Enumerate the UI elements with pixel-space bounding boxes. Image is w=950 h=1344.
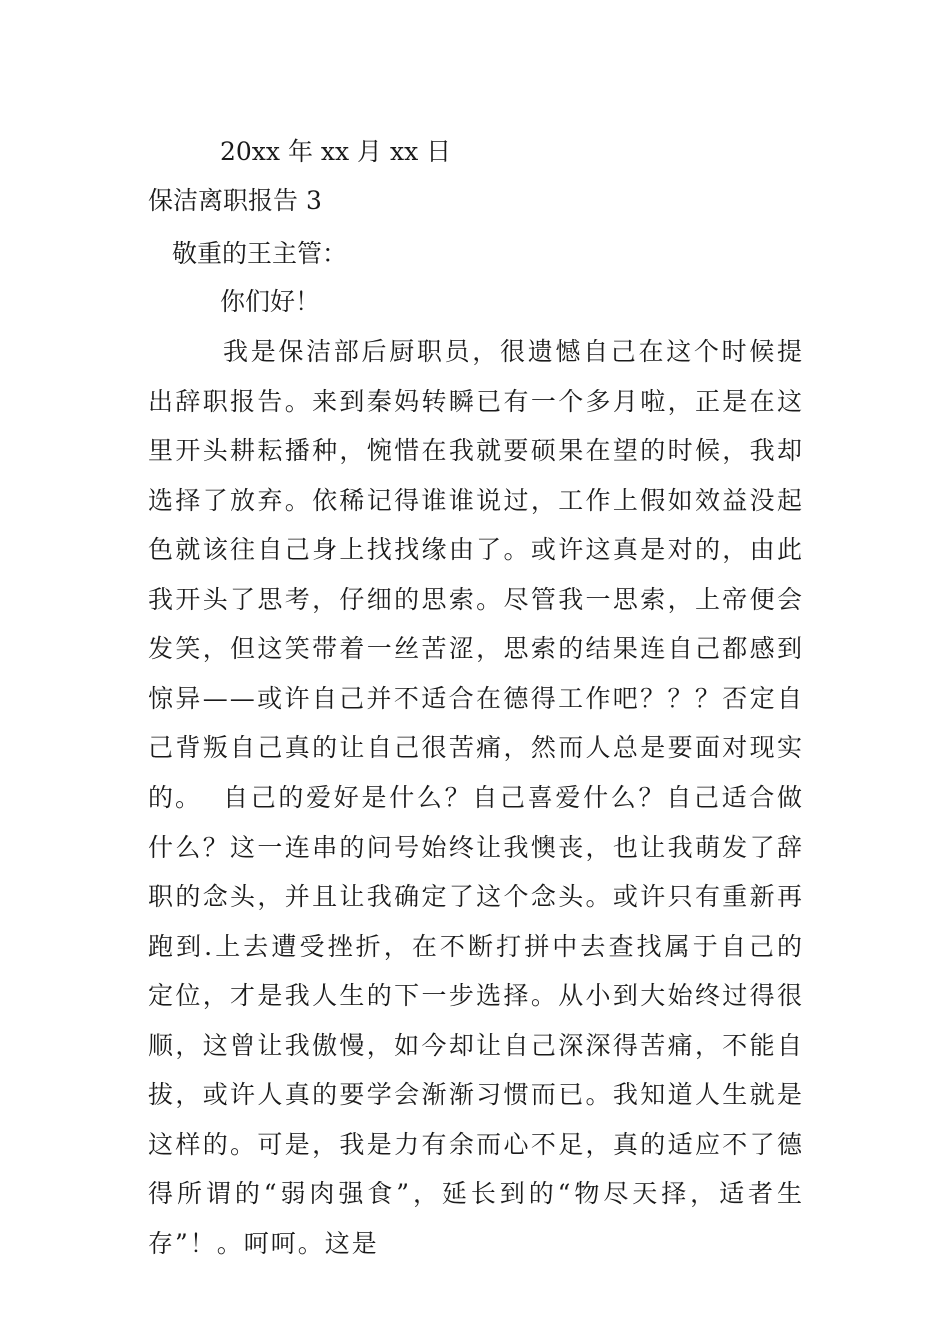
salutation: 敬重的王主管： — [172, 239, 348, 268]
section-title: 保洁离职报告 3 — [148, 186, 322, 215]
date-line: 20xx 年 xx 月 xx 日 — [220, 137, 452, 166]
body-paragraph-2: 自己的爱好是什么？自己喜爱什么？自己适合做什么？这一连串的问号始终让我懊丧，也让我萌发了辞职的念头，并且让我确定了这个念头。或许只有重新再跑到.上去遭受挫折，在不断打拼中去查找属于自己的定位，才是我人生的下一步选择。从小到大始终过得很顺，这曾让我傲慢，如今却让自己深深得苦痛，不能自拔，或许人真的要学会渐渐习惯而已。我知道人生就是这样的。可是，我是力有余而心不足，真的适应不了德得所谓的“弱肉强食”，延长到的“物尽天择，适者生存”！。呵呵。这是 — [148, 783, 804, 1258]
body-paragraph-1: 我是保洁部后厨职员，很遗憾自己在这个时候提出辞职报告。来到秦妈转瞬已有一个多月啦，正是在这里开头耕耘播种，惋惜在我就要硕果在望的时候，我却选择了放弃。依稀记得谁谁说过，工作上假如效益没起色就该往自己身上找找缘由了。或许这真是对的，由此我开头了思考，仔细的思索。尽管我一思索，上帝便会发笑，但这笑带着一丝苦涩，思索的结果连自己都感到惊异——或许自己并不适合在德得工作吧？？？否定自己背叛自己真的让自己很苦痛，然而人总是要面对现实的。 — [148, 337, 804, 812]
greeting: 你们好！ — [220, 287, 321, 316]
